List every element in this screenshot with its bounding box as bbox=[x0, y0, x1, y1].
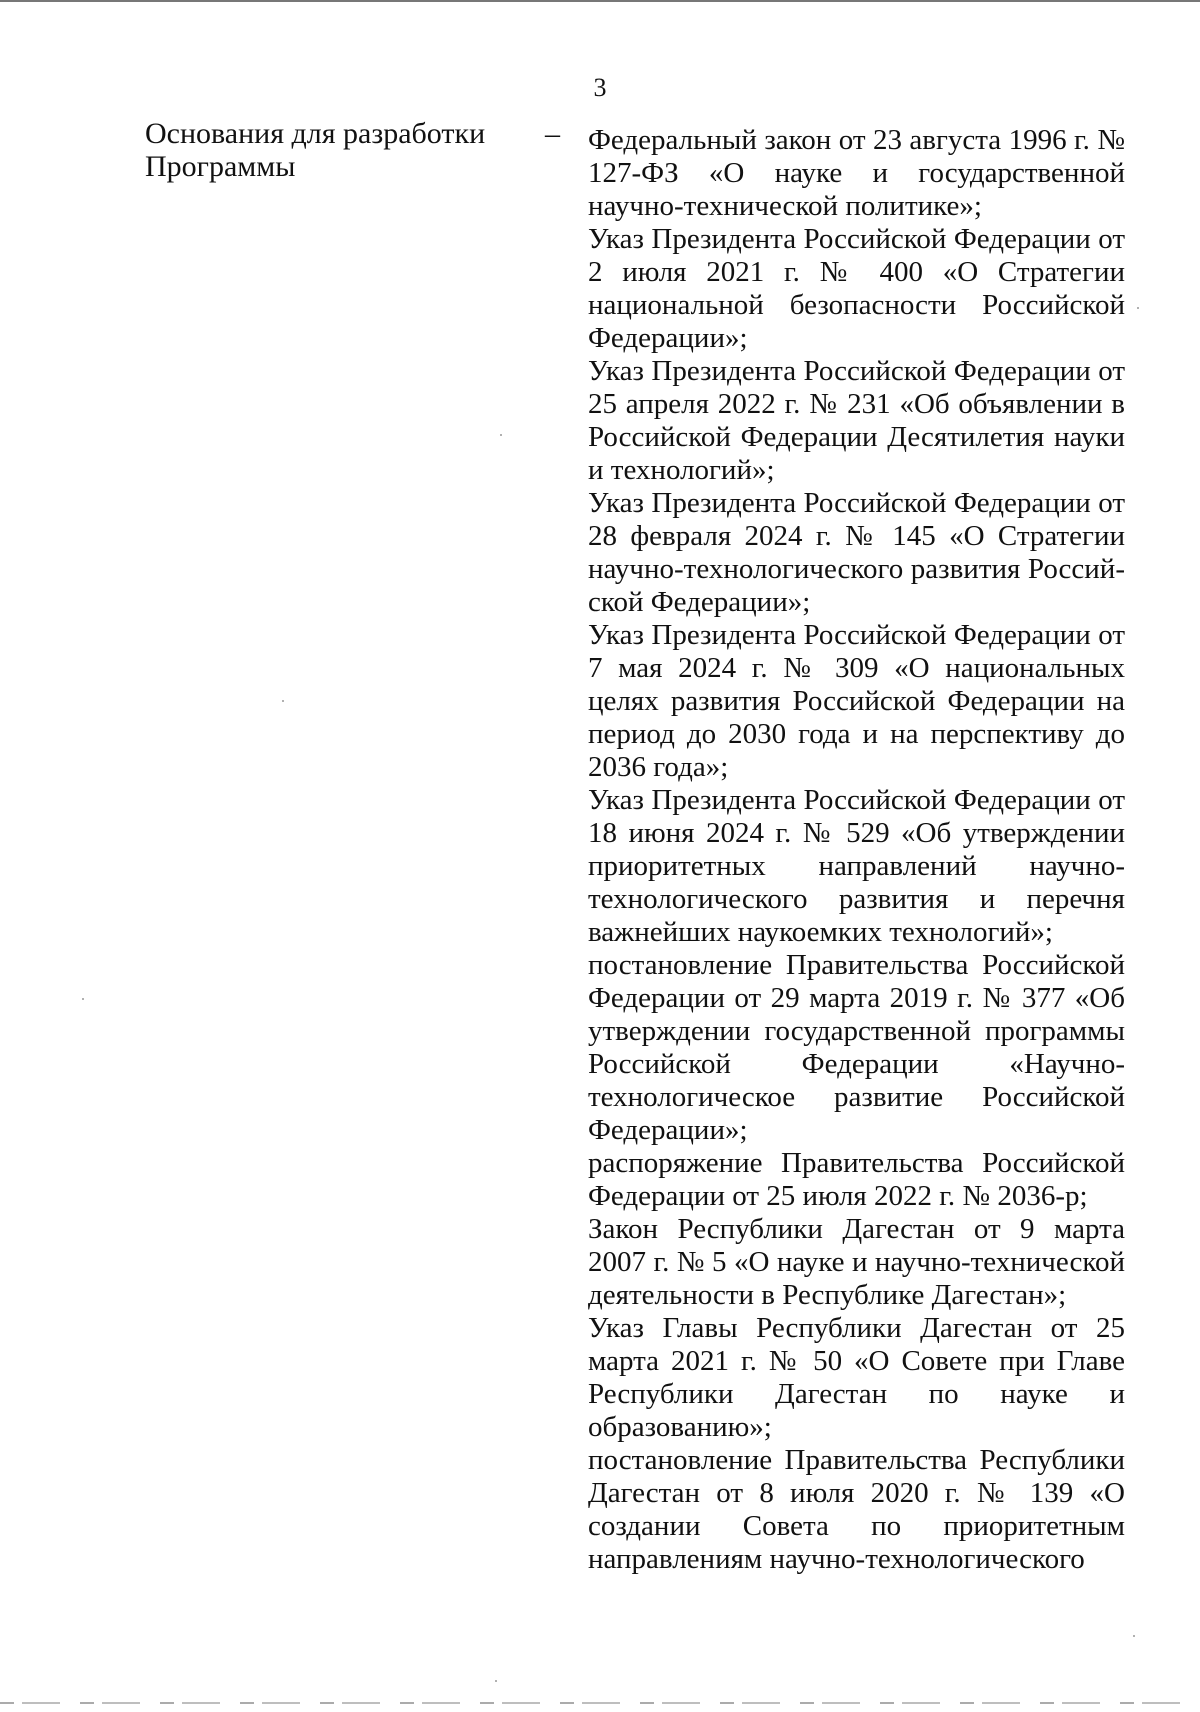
basis-list bbox=[588, 124, 1125, 1576]
scan-edge-top bbox=[0, 0, 1200, 2]
scan-speck bbox=[1137, 307, 1139, 309]
basis-label: Основания для разработки Программы bbox=[145, 117, 486, 183]
basis-item: Указ Президента Российской Федерации от 28 февраля 2024 г. № 145 «О Стратегии научно-технологического развития Российской Федерации»; bbox=[588, 487, 1125, 618]
basis-item: Федеральный закон от 23 августа 1996 г. № 127-ФЗ «О науке и государственной научно-технической политике»; bbox=[588, 124, 1125, 222]
basis-item: Указ Президента Российской Федерации от 18 июня 2024 г. № 529 «Об утверждении приоритетных направлений научно-технологического развития и перечня важнейших наукоемких технологий»; bbox=[588, 784, 1125, 948]
scan-speck bbox=[495, 1680, 497, 1682]
scan-edge-bottom bbox=[0, 1702, 1200, 1704]
basis-item: постановление Правительства Республики Дагестан от 8 июля 2020 г. № 139 «О создании Совета по приоритетным направлениям научно-технологического bbox=[588, 1444, 1125, 1575]
scan-speck bbox=[500, 434, 502, 436]
basis-item: Указ Президента Российской Федерации от 25 апреля 2022 г. № 231 «Об объявлении в Российской Федерации Десятилетия науки и технологий»; bbox=[588, 355, 1125, 486]
basis-item: Закон Республики Дагестан от 9 марта 2007 г. № 5 «О науке и научно-технической деятельности в Республике Дагестан»; bbox=[588, 1213, 1125, 1311]
basis-dash: – bbox=[545, 117, 560, 150]
basis-item: распоряжение Правительства Российской Федерации от 25 июля 2022 г. № 2036-р; bbox=[588, 1147, 1125, 1212]
basis-item: Указ Президента Российской Федерации от 2 июля 2021 г. № 400 «О Стратегии национальной безопасности Российской Федерации»; bbox=[588, 223, 1125, 354]
basis-item: Указ Главы Республики Дагестан от 25 марта 2021 г. № 50 «О Совете при Главе Республики Дагестан по науке и образованию»; bbox=[588, 1312, 1125, 1443]
page-number: 3 bbox=[593, 73, 607, 102]
basis-item: Указ Президента Российской Федерации от 7 мая 2024 г. № 309 «О национальных целях развития Российской Федерации на период до 2030 года и на перспективу до 2036 года»; bbox=[588, 619, 1125, 783]
scan-speck bbox=[282, 700, 284, 702]
scan-speck bbox=[1133, 1635, 1135, 1637]
basis-item: постановление Правительства Российской Федерации от 29 марта 2019 г. № 377 «Об утверждении государственной программы Российской Федерации «Научно-технологическое развитие Российской Федерации»; bbox=[588, 949, 1125, 1146]
scan-speck bbox=[82, 998, 84, 1000]
